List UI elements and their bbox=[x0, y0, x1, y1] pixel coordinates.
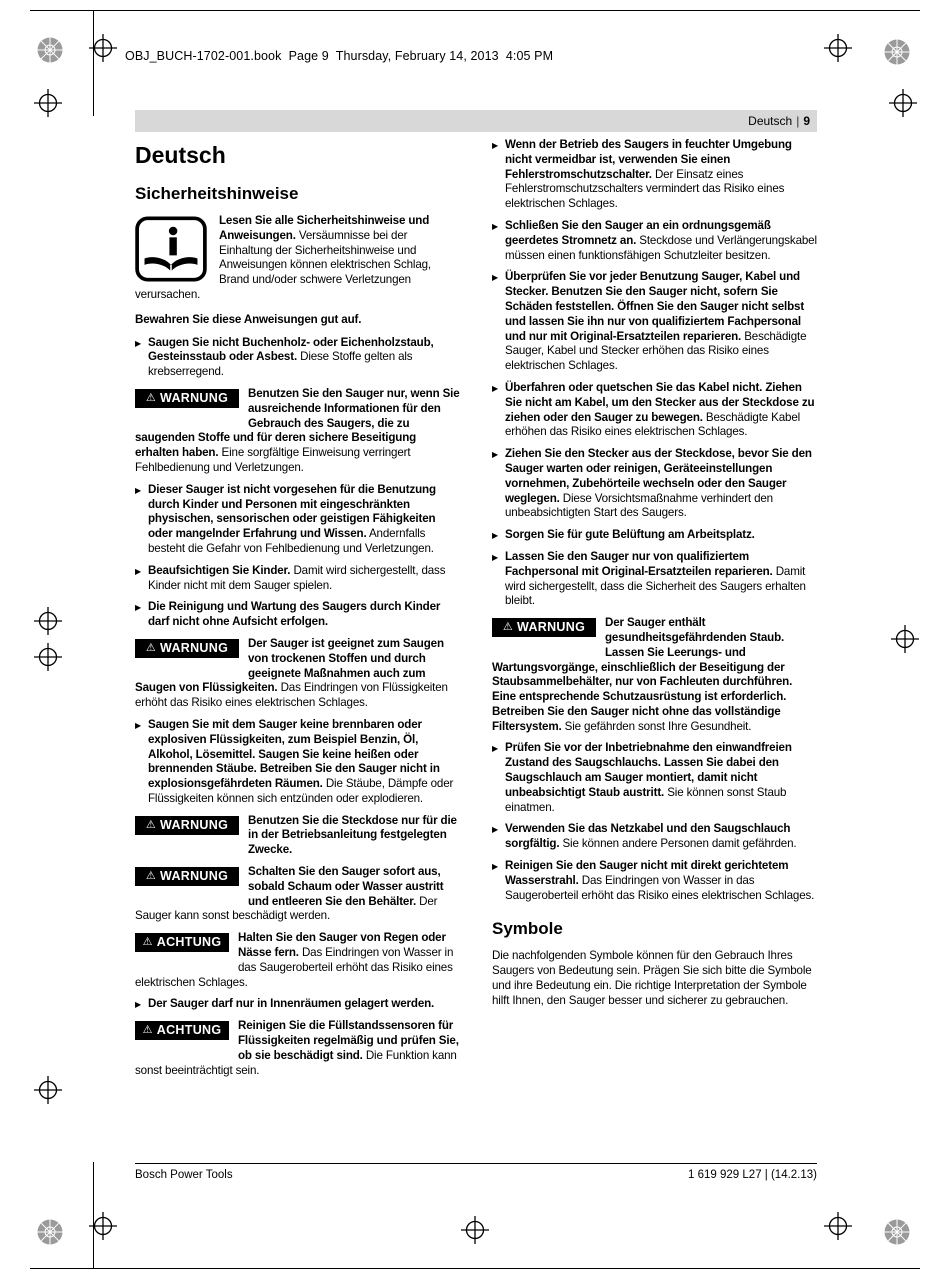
bullet-bold-text: Wenn der Betrieb des Saugers in feuchter Umgebung nicht vermeidbar ist, verwenden Sie einen Fehlerstromschutzschalter. bbox=[505, 138, 792, 181]
header-divider: | bbox=[796, 114, 800, 128]
achtung-badge bbox=[135, 1021, 229, 1040]
warning-paragraph bbox=[135, 637, 461, 711]
caution-paragraph bbox=[135, 1019, 461, 1078]
registration-mark bbox=[34, 643, 62, 671]
left-column bbox=[135, 138, 461, 1085]
safety-bullet bbox=[492, 859, 818, 903]
warning-bold-text: Der Sauger enthält gesundheitsgefährdenden Staub. Lassen Sie Leerungs- und Wartungsvorgänge, einschließlich der Beseitigung der Staubsammelbehälter, nur von Fachleuten durchführen. Eine entsprechende Schutzausrüstung ist erforderlich. Betreiben Sie den Sauger nicht ohne das vollständige Filtersystem. bbox=[492, 616, 793, 733]
bullet-triangle-icon: ▶ bbox=[492, 531, 499, 541]
bullet-bold-text: Schließen Sie den Sauger an ein ordnungsgemäß geerdetes Stromnetz an. bbox=[505, 218, 771, 247]
keep-instructions-note: Bewahren Sie diese Anweisungen gut auf. bbox=[135, 312, 362, 326]
symbole-heading: Symbole bbox=[492, 919, 563, 939]
safety-bullet bbox=[135, 600, 461, 630]
bullet-text: Andernfalls besteht die Gefahr von Fehlbedienung und Verletzungen. bbox=[148, 527, 434, 555]
warning-bold-text: Der Sauger ist geeignet zum Saugen von trockenen Stoffen und durch geeignete Maßnahmen auch zum Saugen von Flüssigkeiten. bbox=[135, 636, 444, 695]
achtung-badge-label: ACHTUNG bbox=[156, 1023, 222, 1038]
registration-mark bbox=[89, 1212, 117, 1240]
bullet-bold-text: Überfahren oder quetschen Sie das Kabel nicht. Ziehen Sie nicht am Kabel, um den Stecker aus der Steckdose zu ziehen oder den Sauger zu bewegen. bbox=[505, 380, 815, 424]
warnung-badge-label: WARNUNG bbox=[160, 391, 229, 406]
warning-triangle-icon: ⚠ bbox=[145, 818, 157, 831]
registration-mark bbox=[34, 89, 62, 117]
bullet-text: Beschädigte Kabel erhöhen das Risiko eines elektrischen Schlages. bbox=[505, 410, 801, 439]
registration-mark bbox=[34, 1076, 62, 1104]
bullet-triangle-icon: ▶ bbox=[492, 552, 499, 562]
bullet-bold-text: Reinigen Sie den Sauger nicht mit direkt gerichtetem Wasserstrahl. bbox=[505, 859, 789, 887]
print-job-header: OBJ_BUCH-1702-001.book Page 9 Thursday, February 14, 2013 4:05 PM bbox=[125, 49, 554, 63]
warning-text: Eine sorgfältige Einweisung verringert Fehlbedienung und Verletzungen. bbox=[135, 446, 411, 474]
achtung-badge bbox=[135, 933, 229, 952]
safety-bullet bbox=[135, 483, 461, 557]
bullet-triangle-icon: ▶ bbox=[492, 383, 499, 393]
safety-bullet bbox=[135, 718, 461, 807]
safety-bullet bbox=[492, 528, 818, 543]
safety-bullet bbox=[135, 997, 461, 1012]
bullet-text: Steckdose und Verlängerungskabel müssen einen funktionsfähigen Schutzleiter besitzen. bbox=[505, 233, 817, 262]
footer-brand: Bosch Power Tools bbox=[135, 1169, 233, 1181]
warnung-badge bbox=[135, 639, 239, 658]
warnung-badge-label: WARNUNG bbox=[160, 641, 229, 656]
warning-text: Sie gefährden sonst Ihre Gesundheit. bbox=[564, 719, 752, 733]
achtung-badge-label: ACHTUNG bbox=[156, 935, 222, 950]
warnung-badge-label: WARNUNG bbox=[160, 817, 229, 832]
bullet-bold-text: Lassen Sie den Sauger nur von qualifiziertem Fachpersonal mit Original-Ersatzteilen reparieren. bbox=[505, 549, 773, 578]
registration-mark bbox=[891, 625, 919, 653]
registration-mark bbox=[89, 34, 117, 62]
bullet-bold-text: Prüfen Sie vor der Inbetriebnahme den einwandfreien Zustand des Saugschlauchs. Lassen Sie dabei den Saugschlauch am Sauger montiert, damit nicht unbeabsichtigt Staub austritt. bbox=[505, 741, 792, 799]
bullet-text: Die Stäube, Dämpfe oder Flüssigkeiten können sich entzünden oder explodieren. bbox=[148, 777, 454, 805]
bullet-triangle-icon: ▶ bbox=[135, 485, 142, 495]
bullet-triangle-icon: ▶ bbox=[492, 825, 499, 835]
bullet-text: Damit wird sichergestellt, dass Kinder nicht mit dem Sauger spielen. bbox=[148, 563, 446, 592]
warning-paragraph bbox=[135, 814, 461, 858]
caution-paragraph bbox=[135, 931, 461, 990]
safety-bullet bbox=[135, 564, 461, 594]
warning-triangle-icon: ⚠ bbox=[145, 641, 157, 654]
bullet-text: Damit wird sichergestellt, dass die Sicherheit des Saugers erhalten bleibt. bbox=[505, 564, 806, 608]
color-patch-mark bbox=[38, 1220, 63, 1245]
safety-bullet bbox=[492, 381, 818, 440]
bullet-triangle-icon: ▶ bbox=[492, 744, 499, 754]
bullet-triangle-icon: ▶ bbox=[492, 221, 499, 231]
warnung-badge bbox=[492, 618, 596, 637]
bullet-triangle-icon: ▶ bbox=[492, 273, 499, 283]
bullet-bold-text: Die Reinigung und Wartung des Saugers durch Kinder darf nicht ohne Aufsicht erfolgen. bbox=[148, 600, 441, 629]
bullet-bold-text: Überprüfen Sie vor jeder Benutzung Sauger, Kabel und Stecker. Benutzen Sie den Sauger nicht, sofern Sie Schäden feststellen. Öffnen Sie den Sauger nicht selbst und lassen Sie ihn nur von qualifiziertem Fachpersonal und nur mit Original-Ersatzteilen reparieren. bbox=[505, 270, 805, 343]
warning-paragraph bbox=[135, 387, 461, 476]
safety-bullet bbox=[492, 822, 818, 852]
page-title: Deutsch bbox=[135, 142, 226, 168]
warnung-badge bbox=[135, 389, 239, 408]
bullet-triangle-icon: ▶ bbox=[492, 141, 499, 150]
intro-bold-text: Lesen Sie alle Sicherheitshinweise und Anweisungen. bbox=[219, 214, 430, 242]
warnung-badge bbox=[135, 867, 239, 886]
bullet-triangle-icon: ▶ bbox=[135, 566, 142, 576]
bullet-bold-text: Dieser Sauger ist nicht vorgesehen für die Benutzung durch Kinder und Personen mit eingeschränkten physischen, sensorischen oder geistigen Fähigkeiten oder mangelnder Erfahrung und Wissen. bbox=[148, 482, 436, 541]
color-patch-mark bbox=[38, 38, 63, 63]
registration-mark bbox=[889, 89, 917, 117]
safety-intro bbox=[135, 214, 461, 303]
intro-text: Versäumnisse bei der Einhaltung der Sicherheitshinweise und Anweisungen können elektrischen Schlag, Brand und/oder schwere Verletzungen verursachen. bbox=[135, 228, 431, 301]
safety-bullet bbox=[492, 741, 818, 815]
bullet-bold-text: Ziehen Sie den Stecker aus der Steckdose, bevor Sie den Sauger warten oder reinigen, Geräteeinstellungen vornehmen, Zubehörteile wechseln oder den Sauger weglegen. bbox=[505, 447, 812, 505]
header-section-label: Deutsch bbox=[748, 114, 793, 128]
caution-bold-text: Halten Sie den Sauger von Regen oder Nässe fern. bbox=[238, 931, 446, 960]
safety-heading: Sicherheitshinweise bbox=[135, 184, 299, 203]
safety-bullet bbox=[492, 138, 818, 212]
bullet-text: Diese Vorsichtsmaßnahme verhindert den unbeabsichtigten Start des Saugers. bbox=[505, 491, 773, 520]
color-patch-mark bbox=[885, 40, 910, 65]
open-book-info-icon bbox=[135, 216, 207, 282]
warning-bold-text: Benutzen Sie den Sauger nur, wenn Sie ausreichende Informationen für den Gebrauch des Saugers, die zu saugenden Stoffe und für deren sichere Beseitigung erhalten haben. bbox=[135, 386, 460, 460]
bullet-triangle-icon: ▶ bbox=[135, 338, 142, 348]
safety-bullet bbox=[492, 219, 818, 263]
warning-text: Der Sauger kann sonst beschädigt werden. bbox=[135, 894, 438, 923]
bullet-bold-text: Sorgen Sie für gute Belüftung am Arbeitsplatz. bbox=[505, 528, 755, 542]
warnung-badge bbox=[135, 816, 239, 835]
bullet-triangle-icon: ▶ bbox=[135, 603, 142, 613]
bullet-text: Das Eindringen von Wasser in das Saugeroberteil erhöht das Risiko eines elektrischen Schlages. bbox=[505, 873, 815, 902]
warning-bold-text: Schalten Sie den Sauger sofort aus, sobald Schaum oder Wasser austritt und entleeren Sie den Behälter. bbox=[248, 865, 444, 908]
bullet-triangle-icon: ▶ bbox=[492, 450, 499, 460]
bullet-bold-text: Saugen Sie nicht Buchenholz- oder Eichenholzstaub, Gesteinsstaub oder Asbest. bbox=[148, 335, 434, 364]
safety-bullet bbox=[492, 550, 818, 609]
bullet-text: Der Einsatz eines Fehlerstromschutzschalters vermindert das Risiko eines elektrischen Schlages. bbox=[505, 167, 785, 211]
warning-triangle-icon: ⚠ bbox=[145, 391, 157, 404]
warning-paragraph bbox=[135, 865, 461, 924]
bullet-triangle-icon: ▶ bbox=[135, 1000, 142, 1010]
registration-mark bbox=[824, 1212, 852, 1240]
bullet-triangle-icon: ▶ bbox=[492, 862, 499, 872]
warning-bold-text: Benutzen Sie die Steckdose nur für die in der Betriebsanleitung festgelegten Zwecke. bbox=[248, 813, 457, 857]
bullet-text: Diese Stoffe gelten als krebserregend. bbox=[148, 350, 413, 379]
warning-triangle-icon: ⚠ bbox=[502, 621, 514, 634]
bullet-bold-text: Der Sauger darf nur in Innenräumen gelagert werden. bbox=[148, 997, 435, 1011]
safety-bullet bbox=[492, 447, 818, 521]
registration-mark bbox=[34, 607, 62, 635]
content-columns bbox=[135, 138, 818, 1085]
symbole-text: Die nachfolgenden Symbole können für den Gebrauch Ihres Saugers von Bedeutung sein. Prägen Sie sich bitte die Symbole und ihre Bedeutung ein. Die richtige Interpretation der Symbole hilft Ihnen, den Sauger besser und sicherer zu gebrauchen. bbox=[492, 949, 812, 1007]
bullet-text: Sie können andere Personen damit gefährden. bbox=[562, 837, 797, 851]
registration-mark bbox=[824, 34, 852, 62]
safety-bullet bbox=[135, 336, 461, 380]
safety-bullet bbox=[492, 270, 818, 374]
warnung-badge-label: WARNUNG bbox=[160, 869, 229, 884]
bullet-bold-text: Verwenden Sie das Netzkabel und den Saugschlauch sorgfältig. bbox=[505, 822, 791, 851]
right-column bbox=[492, 138, 818, 1085]
warning-triangle-icon: ⚠ bbox=[142, 1024, 153, 1037]
warning-triangle-icon: ⚠ bbox=[142, 936, 153, 949]
warnung-badge-label: WARNUNG bbox=[517, 620, 586, 635]
bullet-text: Sie können sonst Staub einatmen. bbox=[505, 785, 787, 814]
registration-mark bbox=[461, 1216, 489, 1244]
caution-text: Die Funktion kann sonst beeinträchtigt sein. bbox=[135, 1048, 457, 1077]
footer-document-number: 1 619 929 L27 | (14.2.13) bbox=[688, 1169, 817, 1181]
warning-triangle-icon: ⚠ bbox=[145, 870, 157, 883]
bullet-text: Beschädigte Sauger, Kabel und Stecker erhöhen das Risiko eines elektrischen Schlages. bbox=[505, 329, 807, 373]
page-footer bbox=[135, 1163, 817, 1181]
caution-bold-text: Reinigen Sie die Füllstandssensoren für Flüssigkeiten regelmäßig und prüfen Sie, ob sie beschädigt sind. bbox=[238, 1019, 459, 1062]
warning-paragraph bbox=[492, 616, 818, 734]
bullet-triangle-icon: ▶ bbox=[135, 720, 142, 730]
color-patch-mark bbox=[885, 1220, 910, 1245]
header-page-number: 9 bbox=[803, 114, 810, 128]
bullet-bold-text: Saugen Sie mit dem Sauger keine brennbaren oder explosiven Flüssigkeiten, zum Beispiel Benzin, Öl, Alkohol, Lösemittel. Saugen Sie keine heißen oder brennenden Stäube. Betreiben Sie den Sauger nicht in explosionsgefährdeten Räumen. bbox=[148, 717, 440, 791]
page-header-bar bbox=[135, 110, 817, 132]
caution-text: Das Eindringen von Wasser in das Saugeroberteil erhöht das Risiko eines elektrischen Schlages. bbox=[135, 946, 454, 989]
warning-text: Das Eindringen von Flüssigkeiten erhöht das Risiko eines elektrischen Schlages. bbox=[135, 681, 448, 710]
bullet-bold-text: Beaufsichtigen Sie Kinder. bbox=[148, 563, 291, 577]
